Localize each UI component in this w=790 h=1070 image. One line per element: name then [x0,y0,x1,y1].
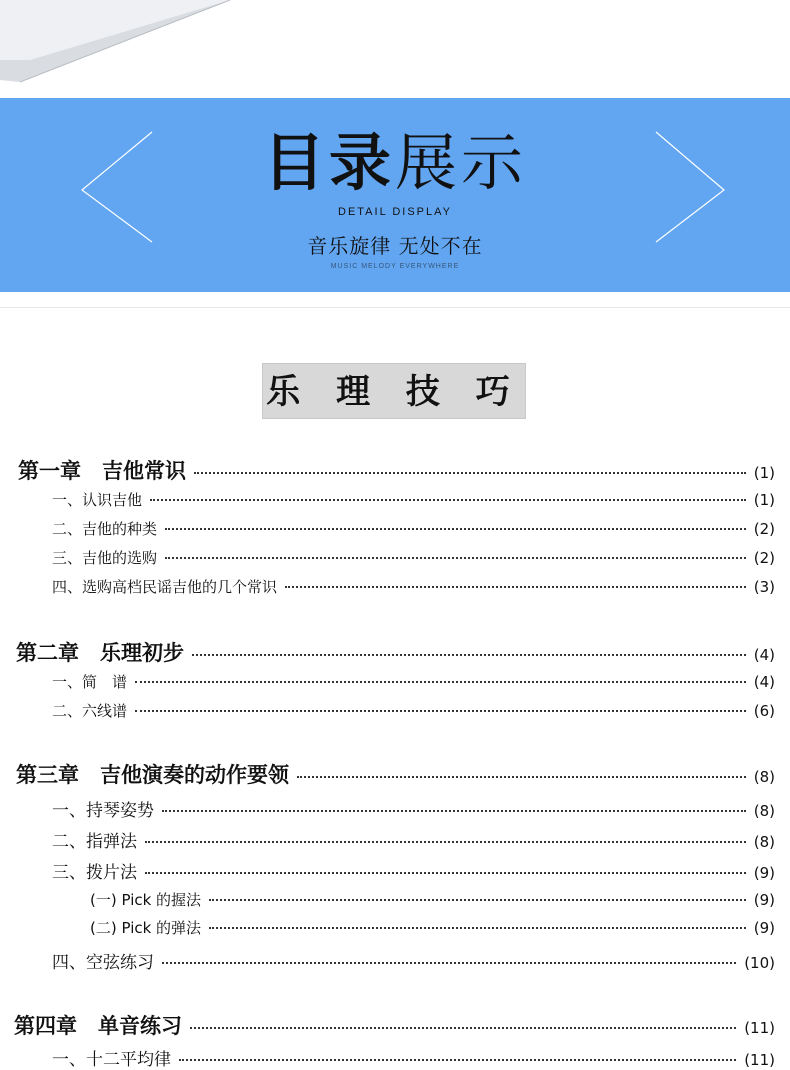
toc-leader [165,528,746,530]
toc-leader [194,472,746,474]
toc-label: 一、持琴姿势 [52,801,154,821]
toc-leader [192,654,746,656]
toc-entry[interactable] [52,858,775,883]
toc-entry[interactable] [52,948,775,973]
toc-leader [209,899,746,901]
toc-label: 一、十二平均律 [52,1050,171,1070]
toc-page: (11) [744,1019,775,1037]
banner-title [0,128,790,198]
toc-entry[interactable] [52,576,775,597]
banner-slogan: 音乐旋律 无处不在 [307,234,483,258]
toc-label: 二、吉他的种类 [52,520,158,538]
banner-title-bold: 目录 [262,126,395,199]
toc-leader [209,927,746,929]
toc-label: 第四章 单音练习 [14,1014,182,1038]
toc-page: (11) [744,1051,775,1069]
toc-label: 第二章 乐理初步 [16,641,184,665]
toc-page: (6) [753,702,775,720]
toc-page: (10) [744,954,775,972]
toc-chapter-3[interactable] [16,759,775,789]
toc-page: (8) [753,768,775,786]
toc-leader [285,586,746,588]
toc-label: 一、认识吉他 [52,491,143,509]
toc-label: 三、吉他的选购 [52,549,158,567]
banner-tiny-text: MUSIC MELODY EVERYWHERE [330,263,460,270]
toc-entry[interactable] [52,489,775,510]
toc-entry[interactable] [52,671,775,692]
toc-leader [179,1059,736,1061]
toc-leader [190,1027,736,1029]
toc-entry[interactable] [52,827,775,852]
toc-page: (1) [753,464,775,482]
toc-page: (4) [753,646,775,664]
toc-leader [297,776,746,778]
banner-subtitle: DETAIL DISPLAY [338,206,452,218]
toc-label: 第一章 吉他常识 [18,459,186,483]
toc-page: (9) [753,919,775,937]
toc-chapter-2[interactable] [16,637,775,667]
toc-label: 一、简 谱 [52,673,128,691]
toc-entry[interactable] [52,700,775,721]
paper-corner-decoration [0,0,420,110]
toc-page: (1) [753,491,775,509]
toc-page: (9) [753,891,775,909]
toc-leader [162,810,746,812]
toc-entry[interactable] [52,547,775,568]
toc-chapter-4[interactable] [14,1010,775,1040]
section-title: 乐 理 技 巧 [262,363,526,419]
banner-title-thin: 展示 [395,126,528,199]
toc-entry[interactable] [52,1045,775,1070]
toc-label: 四、空弦练习 [52,953,154,973]
toc-page: (8) [753,802,775,820]
toc-page: (9) [753,864,775,882]
toc-label: (二) Pick 的弹法 [90,919,202,937]
divider [0,307,790,308]
toc-chapter-1[interactable] [18,455,775,485]
toc-leader [135,681,746,683]
toc-leader [150,499,746,501]
toc-entry[interactable] [90,889,775,910]
toc-leader [165,557,746,559]
toc-label: 二、六线谱 [52,702,128,720]
toc-label: 三、拨片法 [52,863,137,883]
toc-entry[interactable] [52,518,775,539]
toc-page: (2) [753,520,775,538]
toc-leader [162,962,736,964]
toc-page: (2) [753,549,775,567]
toc-page: (8) [753,833,775,851]
toc-label: (一) Pick 的握法 [90,891,202,909]
toc-leader [145,841,746,843]
toc-label: 二、指弹法 [52,832,137,852]
toc-page: (3) [753,578,775,596]
toc-label: 第三章 吉他演奏的动作要领 [16,763,289,787]
toc-entry[interactable] [52,796,775,821]
toc-page: (4) [753,673,775,691]
toc-label: 四、选购高档民谣吉他的几个常识 [52,578,278,596]
toc-leader [135,710,746,712]
toc-leader [145,872,746,874]
toc-entry[interactable] [90,917,775,938]
